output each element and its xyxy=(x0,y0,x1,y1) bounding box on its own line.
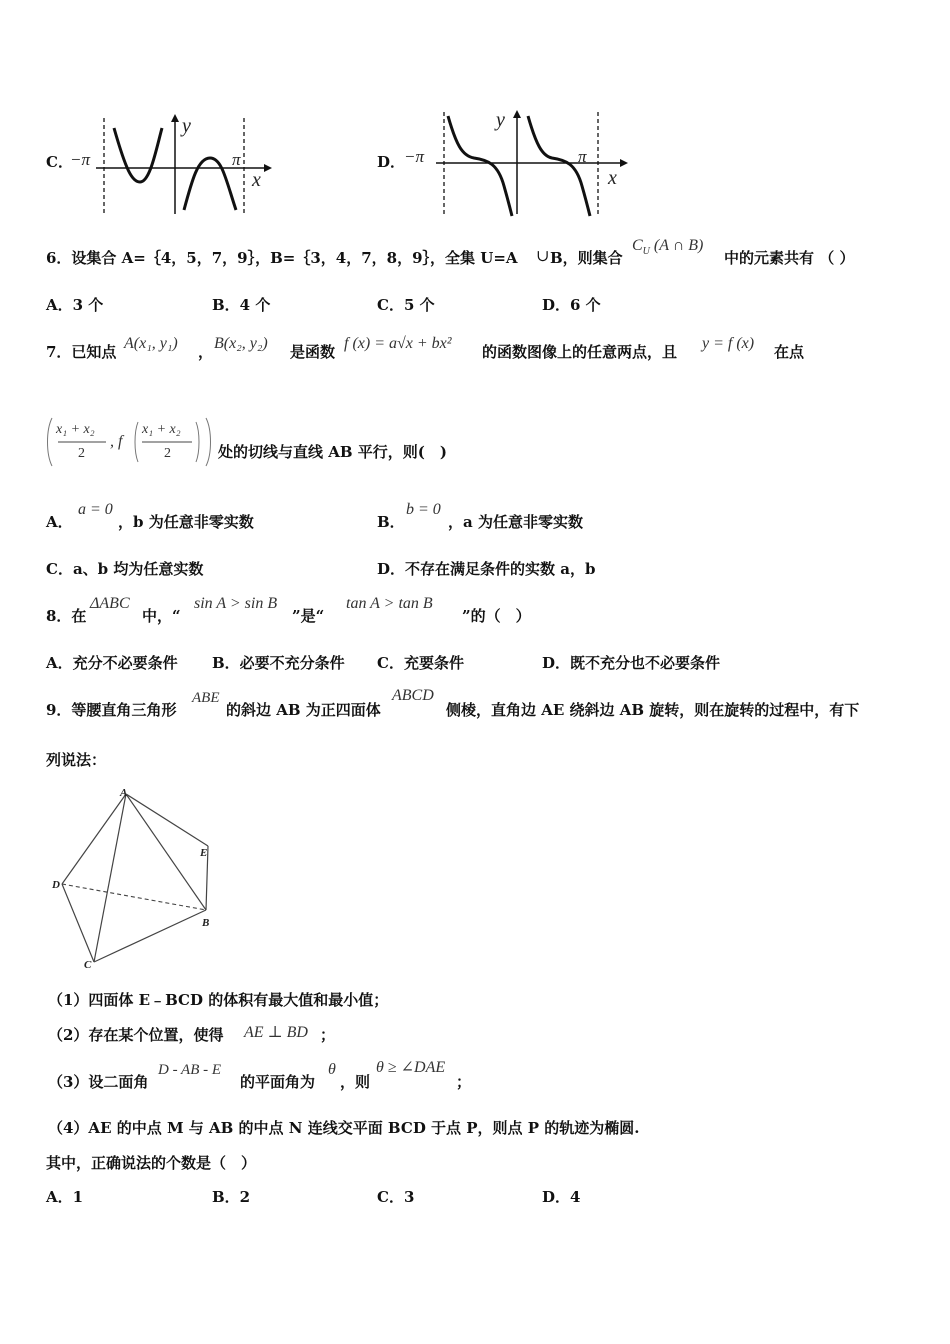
q5d-y-label: y xyxy=(496,109,505,131)
q6-stem-a: 6．设集合 A=｛4，5，7，9｝，B=｛3，4，7，8，9｝，全集 U=A xyxy=(46,249,518,267)
q5-option-c-label: C． xyxy=(46,153,73,171)
q7-option-b-text: ，a 为任意非零实数 xyxy=(448,513,583,531)
q9-statement-2-b: ； xyxy=(320,1026,336,1044)
q7-lead: 7．已知点 xyxy=(46,343,117,361)
q7-frac1-num: x₁ + x₂ xyxy=(56,422,95,437)
q7-frac1-den: 2 xyxy=(78,446,85,461)
q8-cond2: tan A > tan B xyxy=(346,595,433,612)
q9-question: 其中，正确说法的个数是（ ） xyxy=(46,1154,257,1172)
q5c-x-label: x xyxy=(252,169,261,191)
q9-tail: 侧棱，直角边 AE 绕斜边 AB 旋转，则在旋转的过程中，有下 xyxy=(446,701,860,719)
q9-lead: 9．等腰直角三角形 xyxy=(46,701,177,719)
q7-option-b-math: b = 0 xyxy=(406,501,441,518)
q9-statement-4: （4）AE 的中点 M 与 AB 的中点 N 连线交平面 BCD 于点 P，则点 P 的轨迹为椭圆. xyxy=(48,1119,640,1137)
q9-statement-2-math: AE ⊥ BD xyxy=(244,1024,308,1041)
q7-option-d: D．不存在满足条件的实数 a，b xyxy=(377,560,596,578)
q8-option-c: C．充要条件 xyxy=(377,654,464,672)
q9-option-a: A．1 xyxy=(46,1188,84,1206)
q5d-neg-pi: −π xyxy=(404,147,424,166)
q9-statement-3-a: （3）设二面角 xyxy=(48,1073,149,1091)
fig-label-b: B xyxy=(202,917,210,929)
q6-option-c: C．5 个 xyxy=(377,296,435,314)
q8-option-b: B．必要不充分条件 xyxy=(212,654,345,672)
q9-statement-3-b: 的平面角为 xyxy=(240,1073,316,1091)
q8-mid: 中，“ xyxy=(142,607,181,625)
q5-option-d-label: D． xyxy=(377,153,406,171)
fig-label-c: C xyxy=(84,959,92,971)
q7-end: 在点 xyxy=(774,343,805,361)
q9-statement-3-math1: D - AB - E xyxy=(158,1062,222,1078)
fig-label-a: A xyxy=(120,787,128,799)
q8-triangle: ΔABC xyxy=(90,595,130,612)
q7-option-a-math: a = 0 xyxy=(78,501,113,518)
q6-option-d: D．6 个 xyxy=(542,296,601,314)
q7-option-c: C．a、b 均为任意实数 xyxy=(46,560,204,578)
q6-option-b: B．4 个 xyxy=(212,296,271,314)
q9-statement-1: （1）四面体 E﹣BCD 的体积有最大值和最小值； xyxy=(48,991,389,1009)
q7-frac2-num: x₁ + x₂ xyxy=(142,422,181,437)
q8-end: ”的（ ） xyxy=(462,607,531,625)
q5d-pi: π xyxy=(578,147,587,166)
q9-statement-3-d: ； xyxy=(456,1073,472,1091)
q5c-y-label: y xyxy=(182,115,191,137)
q9-abcd: ABCD xyxy=(392,687,434,704)
q7-yfx: y = f (x) xyxy=(702,335,755,352)
q8-mid2: ”是“ xyxy=(292,607,325,625)
q9-option-c: C．3 xyxy=(377,1188,415,1206)
q5-option-d-graph xyxy=(402,104,632,220)
q7-point-a: A(x₁, y₁) xyxy=(124,335,178,352)
q7-mid: 是函数 xyxy=(290,343,336,361)
q5c-neg-pi: −π xyxy=(70,150,90,169)
q7-mid2: 的函数图像上的任意两点，且 xyxy=(482,343,678,361)
q9-tetrahedron-figure xyxy=(46,782,226,972)
q7-option-a-text: ，b 为任意非零实数 xyxy=(118,513,254,531)
q8-option-a: A．充分不必要条件 xyxy=(46,654,178,672)
fig-label-d: D xyxy=(52,879,60,891)
q9-abe: ABE xyxy=(192,690,220,706)
q7-comma: ， xyxy=(198,343,214,361)
q8-lead: 8．在 xyxy=(46,607,87,625)
q7-option-b-label: B． xyxy=(377,513,405,531)
q9-statement-3-math2: θ ≥ ∠DAE xyxy=(376,1059,446,1076)
q9-line2: 列说法： xyxy=(46,751,107,769)
q7-option-a-label: A． xyxy=(46,513,73,531)
q7-tail: 处的切线与直线 AB 平行，则( ) xyxy=(218,443,447,461)
q9-mid: 的斜边 AB 为正四面体 xyxy=(226,701,381,719)
q9-statement-3-c: ，则 xyxy=(340,1073,371,1091)
q7-comma-f: , f xyxy=(110,433,123,450)
q6-stem-c: 中的元素共有 （ ） xyxy=(724,249,855,267)
q6-cup: ∪ xyxy=(536,246,550,265)
q7-function: f (x) = a√x + bx² xyxy=(344,335,452,352)
q7-point-b: B(x₂, y₂) xyxy=(214,335,268,352)
q5d-x-label: x xyxy=(608,167,617,189)
q9-option-d: D．4 xyxy=(542,1188,581,1206)
q6-math: $C_U$ (A ∩ B) xyxy=(632,237,704,258)
q6-stem-b: B，则集合 xyxy=(550,249,623,267)
q8-cond1: sin A > sin B xyxy=(194,595,278,612)
q5c-pi: π xyxy=(232,150,241,169)
q9-statement-2-a: （2）存在某个位置，使得 xyxy=(48,1026,224,1044)
q5-option-c-graph xyxy=(66,110,276,220)
q6-option-a: A．3 个 xyxy=(46,296,104,314)
q9-option-b: B．2 xyxy=(212,1188,251,1206)
fig-label-e: E xyxy=(200,847,208,859)
q7-frac2-den: 2 xyxy=(164,446,171,461)
q8-option-d: D．既不充分也不必要条件 xyxy=(542,654,721,672)
q9-statement-3-theta: θ xyxy=(328,1061,336,1078)
